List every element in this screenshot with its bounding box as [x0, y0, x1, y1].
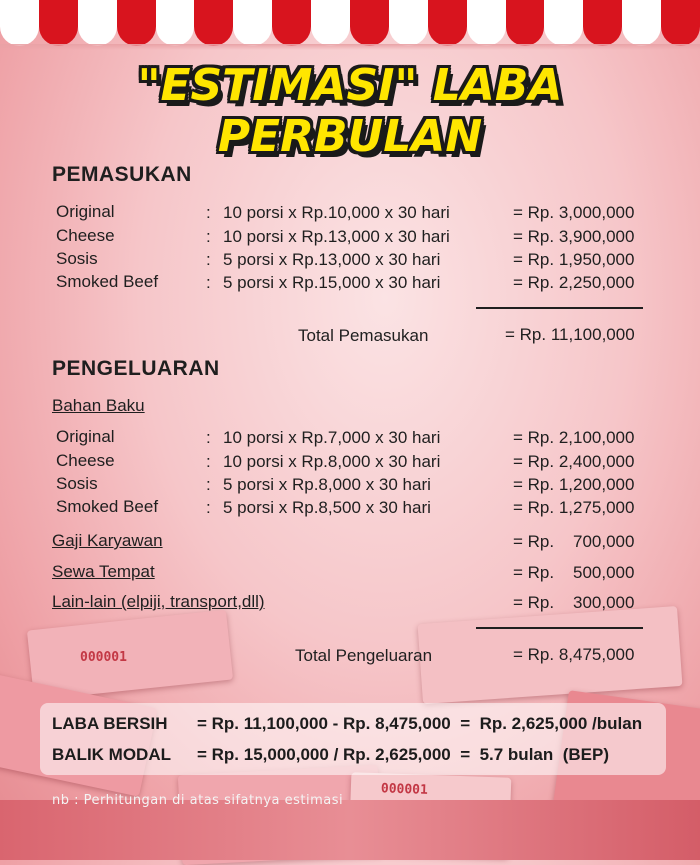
balik-modal-formula: = Rp. 15,000,000 / Rp. 2,625,000 = 5.7 bulan (BEP) [197, 745, 609, 764]
pemasukan-item-amount: = Rp. 1,950,000 [513, 250, 635, 269]
pengeluaran-item-amount: = Rp. 1,200,000 [513, 475, 635, 494]
colon-separator: : [206, 203, 211, 222]
colon-separator: : [206, 475, 211, 494]
pemasukan-item-calc: 10 porsi x Rp.10,000 x 30 hari [223, 203, 450, 222]
awning-stripes [0, 0, 700, 46]
colon-separator: : [206, 428, 211, 447]
pemasukan-item-name: Sosis [56, 249, 98, 268]
pemasukan-item-name: Cheese [56, 226, 115, 245]
pengeluaran-item-name: Smoked Beef [56, 497, 159, 516]
pengeluaran-item-calc: 10 porsi x Rp.7,000 x 30 hari [223, 428, 441, 447]
pengeluaran-item-name: Original [56, 427, 115, 446]
sewa-tempat-amount: = Rp. 500,000 [513, 563, 635, 582]
sewa-tempat-label: Sewa Tempat [52, 562, 155, 581]
pemasukan-item-calc: 10 porsi x Rp.13,000 x 30 hari [223, 227, 450, 246]
pemasukan-item-calc: 5 porsi x Rp.15,000 x 30 hari [223, 273, 441, 292]
money-serial-2: 000001 [80, 650, 127, 665]
pengeluaran-item-calc: 10 porsi x Rp.8,000 x 30 hari [223, 452, 441, 471]
pengeluaran-item-calc: 5 porsi x Rp.8,000 x 30 hari [223, 475, 431, 494]
footnote: nb : Perhitungan di atas sifatnya estimasi [52, 793, 344, 808]
colon-separator: : [206, 273, 211, 292]
pemasukan-item-calc: 5 porsi x Rp.13,000 x 30 hari [223, 250, 441, 269]
pemasukan-item-name: Original [56, 202, 115, 221]
lain-lain-amount: = Rp. 300,000 [513, 593, 635, 612]
pemasukan-total-amount: = Rp. 11,100,000 [505, 325, 635, 344]
pemasukan-item-amount: = Rp. 3,900,000 [513, 227, 635, 246]
pengeluaran-item-calc: 5 porsi x Rp.8,500 x 30 hari [223, 498, 431, 517]
lain-lain-label: Lain-lain (elpiji, transport,dll) [52, 592, 265, 611]
colon-separator: : [206, 452, 211, 471]
pemasukan-total-label: Total Pemasukan [298, 326, 429, 345]
laba-bersih-label: LABA BERSIH [52, 714, 168, 733]
bahan-baku-label: Bahan Baku [52, 396, 145, 415]
money-serial: 000001 [380, 781, 429, 798]
gaji-karyawan-amount: = Rp. 700,000 [513, 532, 635, 551]
gaji-karyawan-label: Gaji Karyawan [52, 531, 163, 550]
balik-modal-label: BALIK MODAL [52, 745, 171, 764]
colon-separator: : [206, 250, 211, 269]
pemasukan-item-amount: = Rp. 3,000,000 [513, 203, 635, 222]
pemasukan-item-amount: = Rp. 2,250,000 [513, 273, 635, 292]
pemasukan-item-name: Smoked Beef [56, 272, 159, 291]
awning-shadow [0, 44, 700, 50]
pengeluaran-item-amount: = Rp. 2,400,000 [513, 452, 635, 471]
pengeluaran-item-name: Sosis [56, 474, 98, 493]
pemasukan-heading: PEMASUKAN [52, 163, 192, 186]
colon-separator: : [206, 227, 211, 246]
pengeluaran-total-label: Total Pengeluaran [295, 646, 433, 665]
laba-bersih-formula: = Rp. 11,100,000 - Rp. 8,475,000 = Rp. 2,625,000 /bulan [197, 714, 643, 733]
pengeluaran-total-rule [476, 627, 643, 629]
page-title: "ESTIMASI" LABA PERBULAN [137, 60, 563, 162]
pengeluaran-heading: PENGELUARAN [52, 357, 220, 380]
pemasukan-total-rule [476, 307, 643, 309]
pengeluaran-item-amount: = Rp. 2,100,000 [513, 428, 635, 447]
pengeluaran-total-amount: = Rp. 8,475,000 [513, 645, 635, 664]
colon-separator: : [206, 498, 211, 517]
pengeluaran-item-amount: = Rp. 1,275,000 [513, 498, 635, 517]
pengeluaran-item-name: Cheese [56, 451, 115, 470]
